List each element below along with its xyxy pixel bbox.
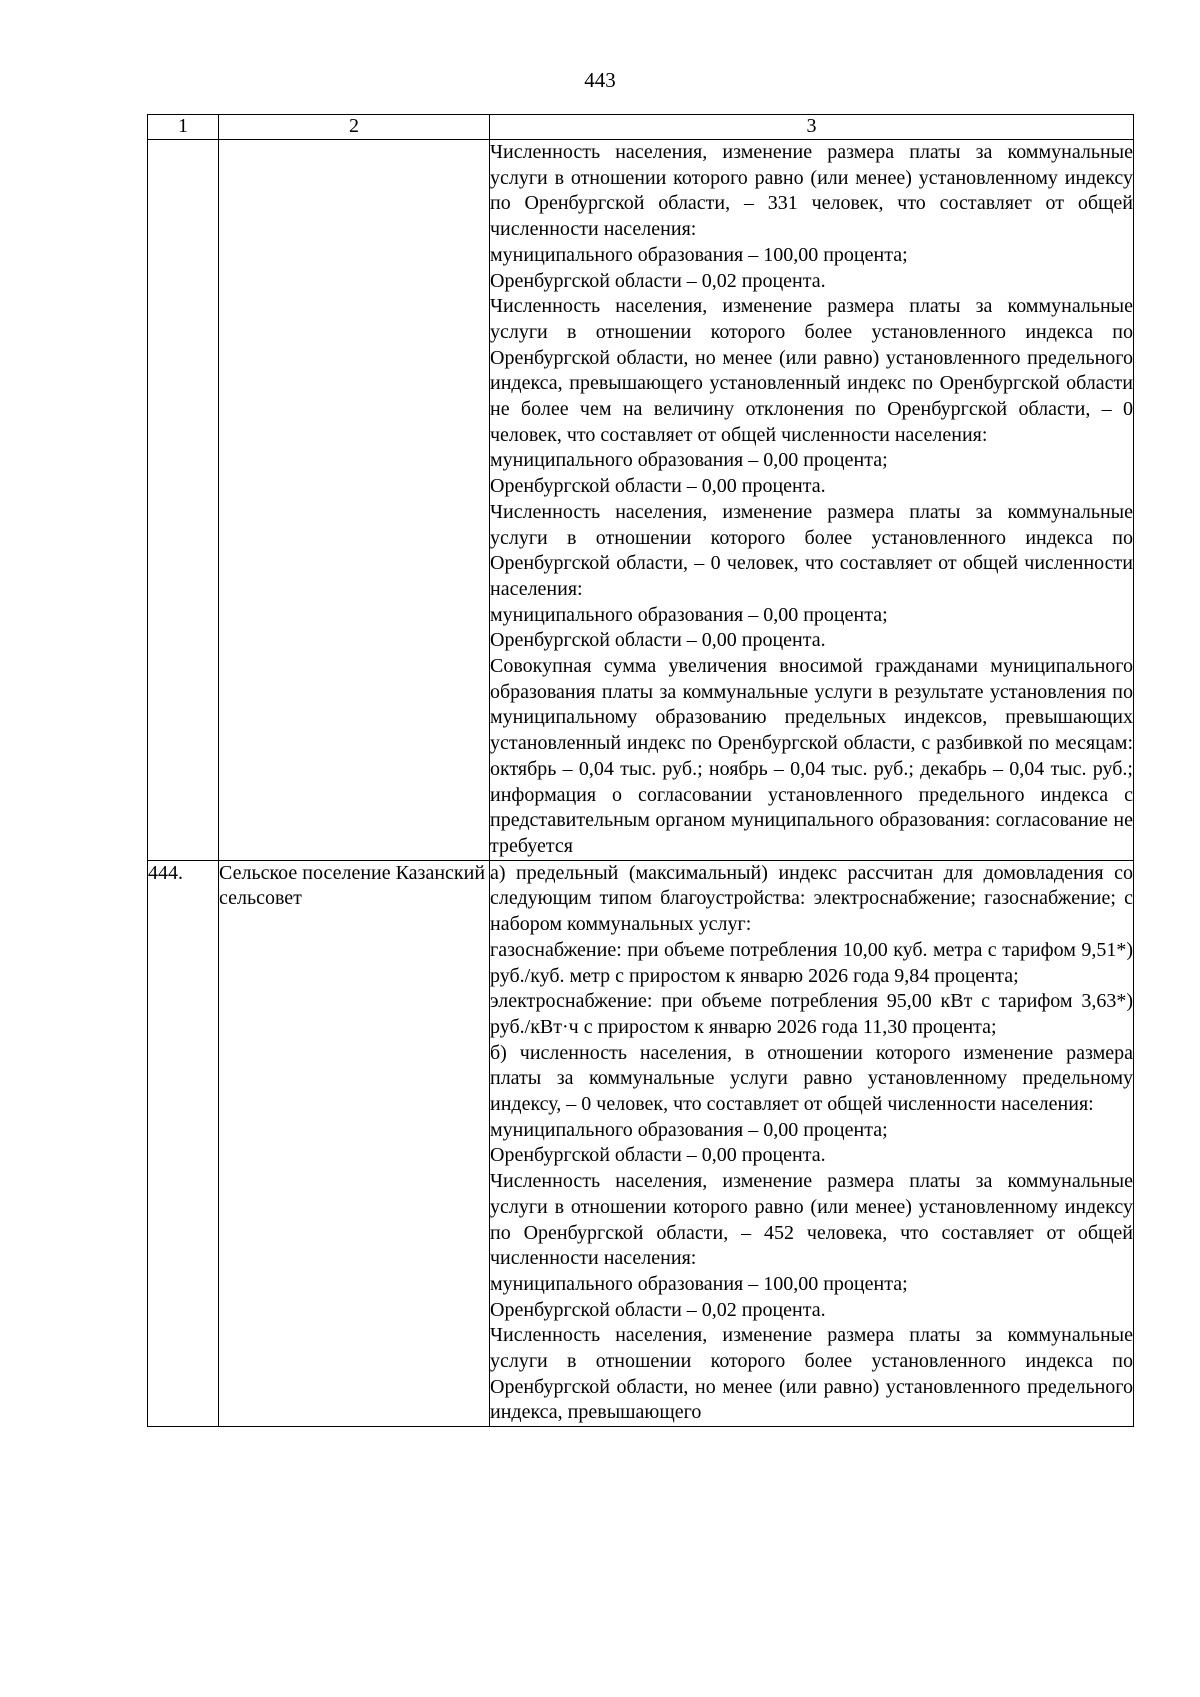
paragraph: муниципального образования – 0,00 процента; [490,1118,888,1141]
paragraph: Оренбургской области – 0,00 процента. [490,475,826,498]
row-number: 444. [148,860,219,1426]
paragraph: Оренбургской области – 0,00 процента. [490,1144,826,1167]
paragraph: муниципального образования – 0,00 процента; [490,449,888,472]
paragraph: муниципального образования – 0,00 процента; [490,603,888,626]
column-header-2: 2 [219,115,490,140]
paragraph: Численность населения, изменение размера платы за коммунальные услуги в отношении которого более установленного индекса по Оренбургской области, но менее (или равно) установленного предельного индекса, превышающего установленный индекс по Оренбургской области не более чем на величину отклонения по Оренбургской области, – 0 человек, что составляет от общей численности населения: [490,295,1133,446]
row-number [148,140,219,861]
paragraph: Численность населения, изменение размера платы за коммунальные услуги в отношении которого более установленного индекса по Оренбургской области, но менее (или равно) установленного предельного индекса, превышающего [490,1324,1133,1424]
document-table [147,114,1134,1427]
municipality-name [219,140,490,861]
paragraph: газоснабжение: при объеме потребления 10,00 куб. метра с тарифом 9,51*) руб./куб. метр с приростом к январю 2026 года 9,84 процента; [490,938,1133,987]
paragraph: Численность населения, изменение размера платы за коммунальные услуги в отношении которого равно (или менее) установленному индексу по Оренбургской области, – 331 человек, что составляет от общей численности населения: [490,141,1133,241]
municipality-name: Сельское поселение Казанский сельсовет [219,860,490,1426]
paragraph: муниципального образования – 100,00 процента; [490,1272,908,1295]
paragraph: а) предельный (максимальный) индекс рассчитан для домовладения со следующим типом благоустройства: электроснабжение; газоснабжение; с набором коммунальных услуг: [490,861,1133,936]
paragraph: Оренбургской области – 0,02 процента. [490,1298,826,1321]
table-row [148,860,1134,1426]
table-row [148,140,1134,861]
row-description [490,860,1134,1426]
paragraph: Численность населения, изменение размера платы за коммунальные услуги в отношении которого более установленного индекса по Оренбургской области, – 0 человек, что составляет от общей численности населения: [490,500,1133,600]
paragraph: электроснабжение: при объеме потребления 95,00 кВт с тарифом 3,63*) руб./кВт·ч с приростом к январю 2026 года 11,30 процента; [490,990,1133,1038]
page-number: 443 [584,68,616,92]
paragraph: Совокупная сумма увеличения вносимой гражданами муниципального образования платы за коммунальные услуги в результате установления по муниципальному образованию предельных индексов, превышающих установленный индекс по Оренбургской области, с разбивкой по месяцам: октябрь – 0,04 тыс. руб.; ноябрь – 0,04 тыс. руб.; декабрь – 0,04 тыс. руб.; информация о согласовании установленного предельного индекса с представительным органом муниципального образования: согласование не требуется [490,655,1133,857]
paragraph: муниципального образования – 100,00 процента; [490,243,908,266]
paragraph: Численность населения, изменение размера платы за коммунальные услуги в отношении которого равно (или менее) установленному индексу по Оренбургской области, – 452 человека, что составляет от общей численности населения: [490,1170,1133,1270]
paragraph: Оренбургской области – 0,02 процента. [490,269,826,292]
paragraph: Оренбургской области – 0,00 процента. [490,629,826,652]
paragraph: б) численность населения, в отношении которого изменение размера платы за коммунальные услуги равно установленному предельному индексу, – 0 человек, что составляет от общей численности населения: [490,1041,1133,1116]
row-description [490,140,1134,861]
table-header-row [148,115,1134,140]
column-header-1: 1 [148,115,219,140]
column-header-3: 3 [490,115,1134,140]
